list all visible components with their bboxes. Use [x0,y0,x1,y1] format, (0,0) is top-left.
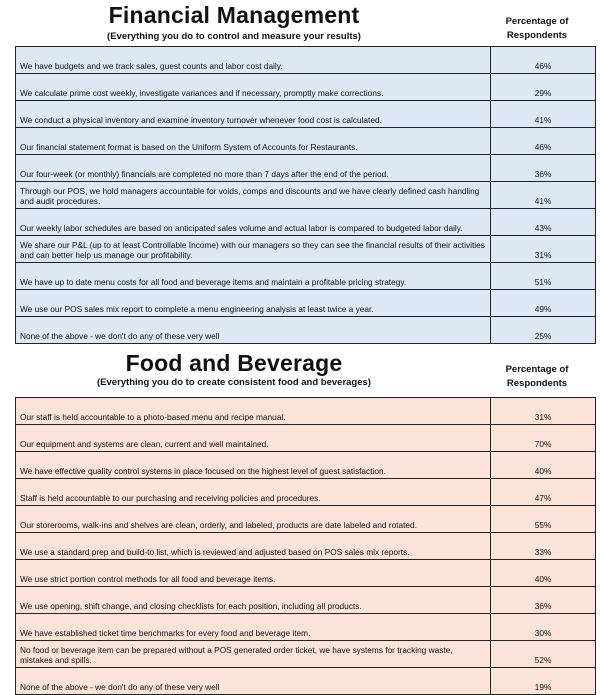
table-row [16,128,596,155]
percentage-cell: 52% [491,641,596,668]
statement-cell: We use our POS sales mix report to complete a menu engineering analysis at least twice a year. [16,290,491,317]
statement-cell: Our staff is held accountable to a photo-based menu and recipe manual. [16,398,491,425]
financial-table [15,46,596,344]
column-header-line2: Respondents [506,30,568,41]
financial-subtitle: (Everything you do to control and measure your results) [107,31,361,42]
percentage-cell: 36% [491,155,596,182]
food-title: Food and Beverage [125,350,343,376]
financial-title: Financial Management [108,2,360,28]
table-row [16,533,596,560]
percentage-cell: 46% [491,128,596,155]
percentage-cell: 55% [491,506,596,533]
percentage-cell: 43% [491,209,596,236]
food-header [0,346,600,392]
statement-cell: We use opening, shift change, and closing checklists for each position, including all products. [16,587,491,614]
table-row [16,317,596,344]
percentage-cell: 41% [491,182,596,209]
statement-cell: Our financial statement format is based on the Uniform System of Accounts for Restaurants. [16,128,491,155]
percentage-cell: 31% [491,398,596,425]
statement-cell: We have up to date menu costs for all food and beverage items and maintain a profitable pricing strategy. [16,263,491,290]
table-row [16,425,596,452]
percentage-cell: 49% [491,290,596,317]
percentage-cell: 41% [491,101,596,128]
statement-cell: We calculate prime cost weekly, investigate variances and if necessary, promptly make corrections. [16,74,491,101]
table-row [16,47,596,74]
table-row [16,668,596,695]
percentage-cell: 30% [491,614,596,641]
percentage-cell: 36% [491,587,596,614]
table-row [16,155,596,182]
column-header-line1: Percentage of [505,16,569,27]
statement-cell: We have budgets and we track sales, guest counts and labor cost daily. [16,47,491,74]
statement-cell: We have effective quality control systems in place focused on the highest level of guest satisfaction. [16,452,491,479]
statement-cell: We share our P&L (up to at least Controllable Income) with our managers so they can see the financial results of their activities and can better help us manage our profitability. [16,236,491,263]
table-row [16,236,596,263]
table-row [16,641,596,668]
table-row [16,263,596,290]
statement-cell: No food or beverage item can be prepared without a POS generated order ticket, we have systems for tracking waste, mistakes and spills. [16,641,491,668]
table-row [16,398,596,425]
statement-cell: Our equipment and systems are clean, current and well maintained. [16,425,491,452]
table-row [16,506,596,533]
food-beverage-section [0,346,600,692]
statement-cell: None of the above - we don't do any of these very well [16,317,491,344]
percentage-cell: 19% [491,668,596,695]
statement-cell: Our storerooms, walk-ins and shelves are clean, orderly, and labeled, products are date labeled and rotated. [16,506,491,533]
percentage-cell: 29% [491,74,596,101]
financial-column-header [478,15,596,43]
statement-cell: Through our POS, we hold managers accountable for voids, comps and discounts and we have clearly defined cash handling and audit procedures. [16,182,491,209]
column-header-line1: Percentage of [505,364,569,375]
percentage-cell: 70% [491,425,596,452]
percentage-cell: 31% [491,236,596,263]
food-subtitle: (Everything you do to create consistent food and beverages) [97,377,371,388]
table-row [16,479,596,506]
statement-cell: We use a standard prep and build-to list, which is reviewed and adjusted based on POS sales mix reports. [16,533,491,560]
table-row [16,560,596,587]
percentage-cell: 33% [491,533,596,560]
table-row [16,182,596,209]
food-table [15,397,596,695]
statement-cell: Our four-week (or monthly) financials are completed no more than 7 days after the end of the period. [16,155,491,182]
financial-header [0,0,600,46]
percentage-cell: 51% [491,263,596,290]
percentage-cell: 47% [491,479,596,506]
table-row [16,587,596,614]
statement-cell: We conduct a physical inventory and examine inventory turnover whenever food cost is calculated. [16,101,491,128]
food-column-header [478,363,596,391]
table-row [16,74,596,101]
column-header-line2: Respondents [506,378,568,389]
statement-cell: We use strict portion control methods for all food and beverage items. [16,560,491,587]
percentage-cell: 40% [491,452,596,479]
percentage-cell: 40% [491,560,596,587]
statement-cell: We have established ticket time benchmarks for every food and beverage item. [16,614,491,641]
percentage-cell: 25% [491,317,596,344]
table-row [16,101,596,128]
financial-management-section [0,0,600,341]
percentage-cell: 46% [491,47,596,74]
statement-cell: None of the above - we don't do any of these very well [16,668,491,695]
statement-cell: Our weekly labor schedules are based on anticipated sales volume and actual labor is compared to budgeted labor daily. [16,209,491,236]
table-row [16,614,596,641]
table-row [16,290,596,317]
table-row [16,209,596,236]
statement-cell: Staff is held accountable to our purchasing and receiving policies and procedures. [16,479,491,506]
table-row [16,452,596,479]
